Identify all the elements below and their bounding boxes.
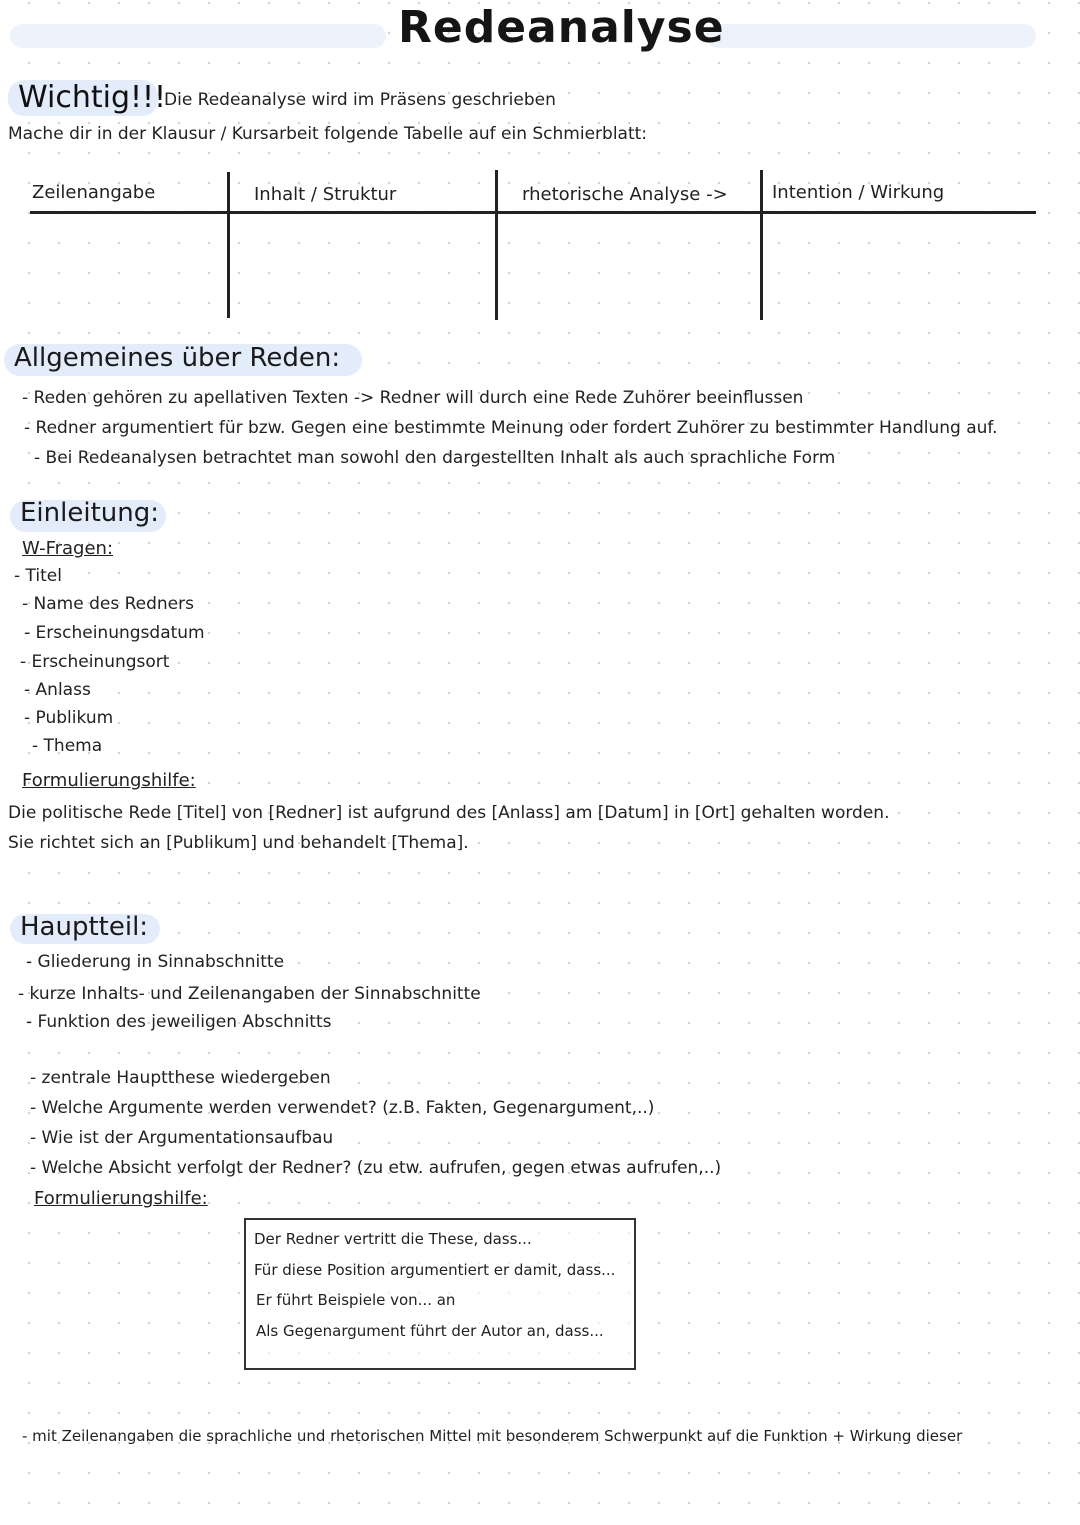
list-item: - Thema	[32, 736, 103, 756]
intro-formulation-label: Formulierungshilfe:	[22, 770, 196, 791]
list-item: - Bei Redeanalysen betrachtet man sowohl den dargestellten Inhalt als auch sprachliche Form	[34, 448, 836, 468]
column-header: rhetorische Analyse ->	[522, 184, 728, 205]
list-item: - Funktion des jeweiligen Abschnitts	[26, 1012, 332, 1032]
important-text: Die Redeanalyse wird im Präsens geschrieben	[164, 90, 556, 110]
list-item: - Reden gehören zu apellativen Texten -> Redner will durch eine Rede Zuhörer beeinflussen	[22, 388, 804, 408]
list-item: - Erscheinungsdatum	[24, 623, 205, 643]
intro-formulation-line: Sie richtet sich an [Publikum] und behandelt [Thema].	[8, 833, 469, 853]
list-item: - Name des Redners	[22, 594, 194, 614]
title-highlight-right	[706, 24, 1036, 48]
instruction-text: Mache dir in der Klausur / Kursarbeit folgende Tabelle auf ein Schmierblatt:	[8, 124, 648, 144]
list-item: - Welche Absicht verfolgt der Redner? (zu etw. aufrufen, gegen etwas aufrufen,..)	[30, 1158, 722, 1178]
list-item: - Welche Argumente werden verwendet? (z.B. Fakten, Gegenargument,..)	[30, 1098, 655, 1118]
list-item: - Wie ist der Argumentationsaufbau	[30, 1128, 334, 1148]
intro-subheading: W-Fragen:	[22, 538, 114, 559]
main-last-item: - mit Zeilenangaben die sprachliche und rhetorischen Mittel mit besonderem Schwerpunkt auf die Funktion + Wirkung dieser	[22, 1427, 963, 1445]
main-list-structure	[18, 952, 489, 1040]
box-line: Als Gegenargument führt der Autor an, dass...	[256, 1322, 604, 1340]
table-divider	[760, 170, 763, 320]
list-item: - Publikum	[24, 708, 114, 728]
intro-formulation-line: Die politische Rede [Titel] von [Redner] ist aufgrund des [Anlass] am [Datum] in [Ort] gehalten worden.	[8, 803, 890, 823]
important-label: Wichtig!!!	[18, 80, 167, 115]
general-heading: Allgemeines über Reden:	[14, 343, 341, 373]
column-header: Inhalt / Struktur	[254, 184, 397, 205]
list-item: - Gliederung in Sinnabschnitte	[26, 952, 285, 972]
main-list-argumentation	[30, 1068, 721, 1188]
table-divider	[227, 172, 230, 318]
main-formulation-label: Formulierungshilfe:	[34, 1188, 208, 1209]
w-questions-list	[14, 566, 205, 764]
box-line: Der Redner vertritt die These, dass...	[254, 1230, 532, 1248]
list-item: - Redner argumentiert für bzw. Gegen eine bestimmte Meinung oder fordert Zuhörer zu bestimmter Handlung auf.	[24, 418, 998, 438]
intro-heading: Einleitung:	[20, 498, 159, 528]
column-header: Zeilenangabe	[32, 182, 156, 203]
list-item: - Titel	[14, 566, 62, 586]
title-highlight-left	[10, 24, 386, 48]
list-item: - zentrale Hauptthese wiedergeben	[30, 1068, 331, 1088]
list-item: - Anlass	[24, 680, 91, 700]
box-line: Für diese Position argumentiert er damit, dass...	[254, 1261, 616, 1279]
page-title: Redeanalyse	[398, 2, 725, 53]
column-header: Intention / Wirkung	[772, 182, 945, 203]
general-list	[22, 388, 996, 478]
table-divider	[495, 170, 498, 320]
main-heading: Hauptteil:	[20, 912, 149, 942]
list-item: - kurze Inhalts- und Zeilenangaben der Sinnabschnitte	[18, 984, 481, 1004]
list-item: - Erscheinungsort	[20, 652, 170, 672]
box-line: Er führt Beispiele von... an	[256, 1291, 456, 1309]
table-header-line	[30, 211, 1036, 214]
